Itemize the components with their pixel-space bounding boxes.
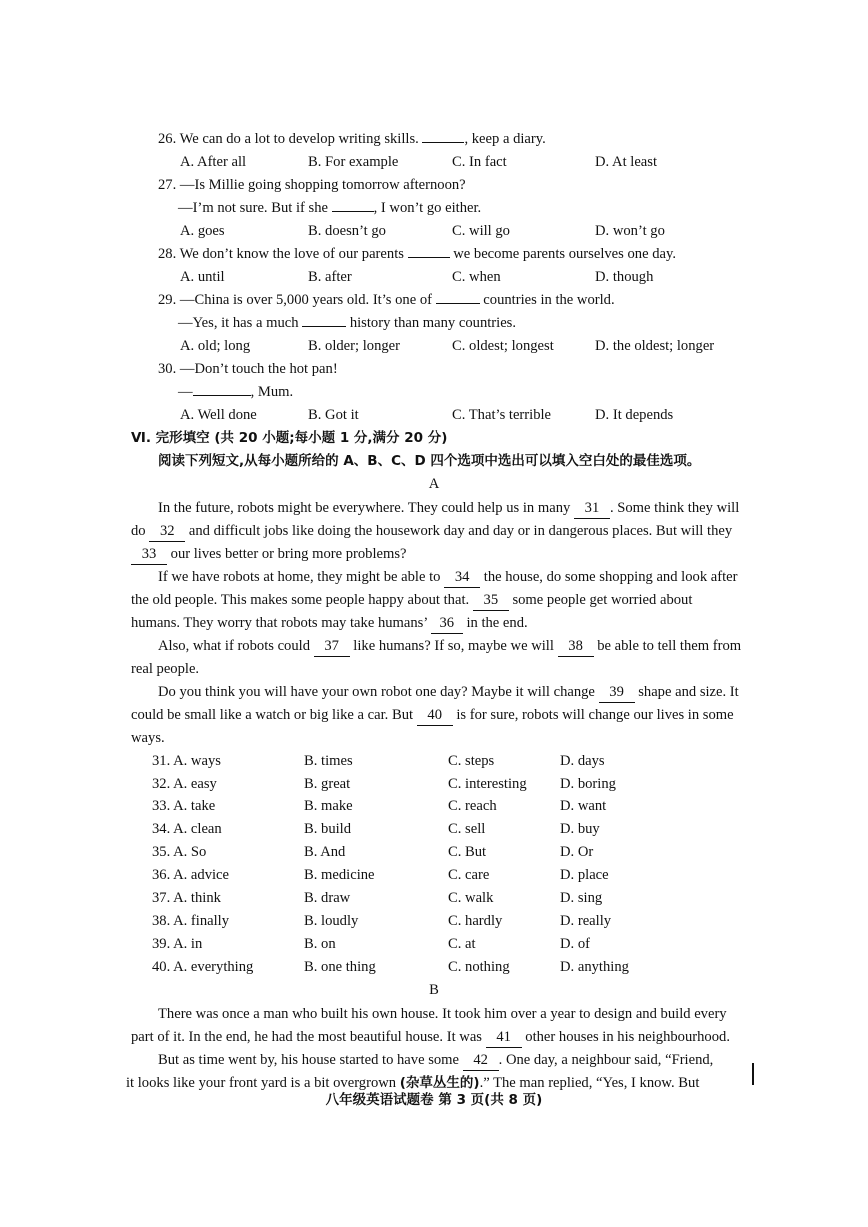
- q26-option-c: C. In fact: [452, 154, 507, 170]
- margin-mark: [752, 1063, 754, 1085]
- q26-option-b: B. For example: [308, 154, 399, 170]
- q26-option-d: D. At least: [595, 154, 658, 170]
- question-30-stem-1: 30. —Don’t touch the hot pan!: [158, 361, 338, 377]
- q40-option-c: C. nothing: [448, 959, 510, 975]
- q28-option-b: B. after: [308, 269, 352, 285]
- blank-41: 41: [486, 1027, 522, 1048]
- passage-a-label: A: [428, 476, 440, 492]
- q38-option-a: 38. A. finally: [152, 913, 230, 929]
- q31-option-a: 31. A. ways: [152, 753, 221, 769]
- q38-option-d: D. really: [560, 913, 612, 929]
- passage-a-line: ways.: [131, 730, 165, 746]
- q27-option-d: D. won’t go: [595, 223, 665, 239]
- passage-a-line: do 32 and difficult jobs like doing the housework day and day or in dangerous places. But will they: [131, 521, 732, 542]
- q40-option-b: B. one thing: [304, 959, 376, 975]
- blank-40: 40: [417, 705, 453, 726]
- q39-option-b: B. on: [304, 936, 336, 952]
- q27-option-c: C. will go: [452, 223, 510, 239]
- q35-option-c: C. But: [448, 844, 487, 860]
- q29-option-d: D. the oldest; longer: [595, 338, 715, 354]
- q27-option-b: B. doesn’t go: [308, 223, 386, 239]
- question-28-stem: 28. We don’t know the love of our parents we become parents ourselves one day.: [158, 246, 676, 262]
- q33-option-a: 33. A. take: [152, 798, 216, 814]
- passage-a-line: If we have robots at home, they might be able to 34 the house, do some shopping and look after: [158, 567, 738, 588]
- q37-option-d: D. sing: [560, 890, 603, 906]
- q29-option-c: C. oldest; longest: [452, 338, 554, 354]
- page-footer: 八年级英语试题卷 第 3 页(共 8 页): [325, 1092, 543, 1108]
- q37-option-c: C. walk: [448, 890, 494, 906]
- q30-option-d: D. It depends: [595, 407, 674, 423]
- passage-b-line: There was once a man who built his own house. It took him over a year to design and build every: [158, 1006, 727, 1022]
- q33-option-d: D. want: [560, 798, 607, 814]
- q30-option-c: C. That’s terrible: [452, 407, 552, 423]
- passage-a-line: could be small like a watch or big like a car. But 40 is for sure, robots will change our lives in some: [131, 705, 734, 726]
- q40-option-a: 40. A. everything: [152, 959, 254, 975]
- blank-34: 34: [444, 567, 480, 588]
- q36-option-a: 36. A. advice: [152, 867, 230, 883]
- q33-option-b: B. make: [304, 798, 353, 814]
- q35-option-d: D. Or: [560, 844, 594, 860]
- q27-option-a: A. goes: [180, 223, 225, 239]
- section-6-instruction: 阅读下列短文,从每小题所给的 A、B、C、D 四个选项中选出可以填入空白处的最佳选项。: [158, 453, 701, 469]
- question-27-stem-1: 27. —Is Millie going shopping tomorrow afternoon?: [158, 177, 466, 193]
- q28-option-a: A. until: [180, 269, 225, 285]
- question-30-stem-2: — , Mum.: [178, 384, 294, 400]
- blank-35: 35: [473, 590, 509, 611]
- passage-b-line: it looks like your front yard is a bit overgrown (杂草丛生的).” The man replied, “Yes, I know. But: [126, 1075, 700, 1091]
- passage-b-line: part of it. In the end, he had the most beautiful house. It was 41 other houses in his neighbourhood.: [131, 1027, 730, 1048]
- q35-option-b: B. And: [304, 844, 346, 860]
- passage-a-line: In the future, robots might be everywhere. They could help us in many 31 . Some think they will: [158, 498, 739, 519]
- question-26-stem: 26. We can do a lot to develop writing skills. , keep a diary.: [158, 131, 546, 147]
- question-29-stem-1: 29. —China is over 5,000 years old. It’s one of countries in the world.: [158, 292, 615, 308]
- passage-a-line: real people.: [131, 661, 200, 677]
- q31-option-d: D. days: [560, 753, 605, 769]
- q34-option-a: 34. A. clean: [152, 821, 222, 837]
- passage-a-line: the old people. This makes some people happy about that. 35 some people get worried about: [131, 590, 692, 611]
- q32-option-a: 32. A. easy: [152, 776, 217, 792]
- q34-option-c: C. sell: [448, 821, 486, 837]
- q39-option-c: C. at: [448, 936, 476, 952]
- q33-option-c: C. reach: [448, 798, 497, 814]
- q36-option-c: C. care: [448, 867, 490, 883]
- blank-42: 42: [463, 1050, 499, 1071]
- q37-option-a: 37. A. think: [152, 890, 221, 906]
- q40-option-d: D. anything: [560, 959, 629, 975]
- q32-option-b: B. great: [304, 776, 351, 792]
- blank-31: 31: [574, 498, 610, 519]
- passage-b-line: But as time went by, his house started to have some 42 . One day, a neighbour said, “Friend,: [158, 1050, 713, 1071]
- q32-option-d: D. boring: [560, 776, 616, 792]
- blank-37: 37: [314, 636, 350, 657]
- q39-option-a: 39. A. in: [152, 936, 203, 952]
- blank-36: 36: [431, 613, 463, 634]
- q30-option-a: A. Well done: [180, 407, 257, 423]
- q37-option-b: B. draw: [304, 890, 351, 906]
- passage-a-line: humans. They worry that robots may take humans’ 36 in the end.: [131, 613, 528, 634]
- q38-option-b: B. loudly: [304, 913, 359, 929]
- q32-option-c: C. interesting: [448, 776, 527, 792]
- passage-a-line: Also, what if robots could 37 like humans? If so, maybe we will 38 be able to tell them from: [158, 636, 741, 657]
- q34-option-b: B. build: [304, 821, 352, 837]
- q31-option-b: B. times: [304, 753, 353, 769]
- q29-option-a: A. old; long: [180, 338, 251, 354]
- passage-a-line: Do you think you will have your own robot one day? Maybe it will change 39 shape and size. It: [158, 682, 739, 703]
- q34-option-d: D. buy: [560, 821, 600, 837]
- blank-33: 33: [131, 544, 167, 565]
- q39-option-d: D. of: [560, 936, 590, 952]
- passage-a-line: 33 our lives better or bring more problems?: [131, 544, 407, 565]
- section-6-title: Ⅵ. 完形填空 (共 20 小题;每小题 1 分,满分 20 分): [131, 430, 448, 446]
- question-27-stem-2: —I’m not sure. But if she , I won’t go either.: [178, 200, 482, 216]
- q38-option-c: C. hardly: [448, 913, 503, 929]
- q36-option-b: B. medicine: [304, 867, 375, 883]
- q31-option-c: C. steps: [448, 753, 495, 769]
- q26-option-a: A. After all: [180, 154, 247, 170]
- blank-39: 39: [599, 682, 635, 703]
- q36-option-d: D. place: [560, 867, 609, 883]
- q28-option-d: D. though: [595, 269, 654, 285]
- q29-option-b: B. older; longer: [308, 338, 401, 354]
- blank-32: 32: [149, 521, 185, 542]
- q35-option-a: 35. A. So: [152, 844, 207, 860]
- q28-option-c: C. when: [452, 269, 501, 285]
- blank-38: 38: [558, 636, 594, 657]
- question-29-stem-2: —Yes, it has a much history than many countries.: [178, 315, 517, 331]
- passage-b-label: B: [429, 982, 439, 998]
- q30-option-b: B. Got it: [308, 407, 359, 423]
